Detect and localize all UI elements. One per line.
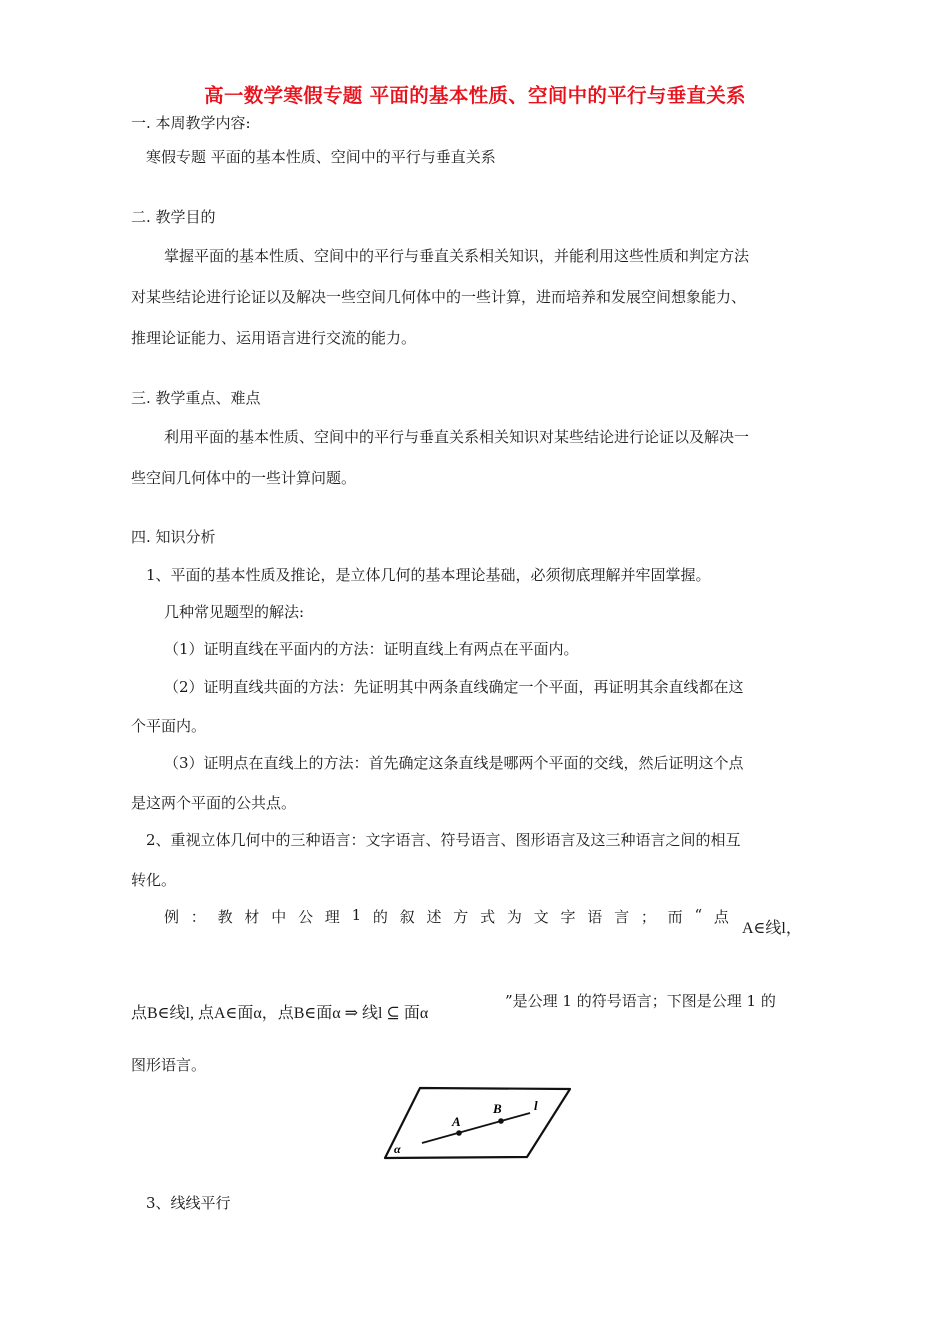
- example-word: ：: [190, 908, 206, 926]
- example-word: 而: [667, 908, 683, 926]
- section-3-heading: 三. 教学重点、难点: [131, 389, 261, 407]
- section-3-line-1: 利用平面的基本性质、空间中的平行与垂直关系相关知识对某些结论进行论证以及解决一: [164, 428, 750, 446]
- example-word: 言: [614, 908, 630, 926]
- example-word: 述: [426, 908, 442, 926]
- method-3-line-2: 是这两个平面的公共点。: [131, 794, 297, 812]
- example-end: 图形语言。: [131, 1056, 207, 1074]
- point-1-subheading: 几种常见题型的解法:: [164, 603, 305, 621]
- example-word: 为: [506, 908, 522, 926]
- section-2-line-2: 对某些结论进行论证以及解决一些空间几何体中的一些计算，进而培养和发展空间想象能力、: [131, 288, 747, 306]
- formula-1-text: A∈线l: [742, 920, 786, 937]
- point-2-line-2: 转化。: [131, 871, 177, 889]
- section-1-body: 寒假专题 平面的基本性质、空间中的平行与垂直关系: [146, 148, 496, 166]
- method-2-line-2: 个平面内。: [131, 717, 207, 735]
- example-word: 教: [217, 908, 233, 926]
- example-word: 公: [297, 908, 313, 926]
- axiom-1-figure: [380, 1085, 575, 1165]
- formula-1-tail: ，: [785, 920, 802, 937]
- method-2-line-1: （2）证明直线共面的方法：先证明其中两条直线确定一个平面，再证明其余直线都在这: [164, 678, 744, 696]
- plane-alpha-outline: [385, 1088, 570, 1158]
- example-word: 中: [271, 908, 287, 926]
- example-word: 理: [324, 908, 340, 926]
- section-2-line-1: 掌握平面的基本性质、空间中的平行与垂直关系相关知识，并能利用这些性质和判定方法: [164, 247, 750, 265]
- example-word: 叙: [399, 908, 415, 926]
- label-a: A: [452, 1114, 461, 1129]
- section-1-heading: 一. 本周教学内容:: [131, 114, 251, 132]
- section-2-line-3: 推理论证能力、运用语言进行交流的能力。: [131, 329, 417, 347]
- example-word: 式: [480, 908, 496, 926]
- example-word: 方: [453, 908, 469, 926]
- example-word: 点: [713, 908, 729, 926]
- label-b: B: [493, 1101, 502, 1116]
- section-2-heading: 二. 教学目的: [131, 208, 216, 226]
- point-a: [456, 1130, 462, 1136]
- example-formula-1: [742, 915, 802, 938]
- example-word: 例: [164, 908, 180, 926]
- page-title: 高一数学寒假专题 平面的基本性质、空间中的平行与垂直关系: [204, 84, 746, 107]
- example-tail: ”是公理 1 的符号语言；下图是公理 1 的: [505, 992, 776, 1010]
- point-1: 1、平面的基本性质及推论，是立体几何的基本理论基础，必须彻底理解并牢固掌握。: [146, 566, 711, 584]
- point-3: 3、线线平行: [146, 1194, 231, 1212]
- example-word: 的: [372, 908, 388, 926]
- method-1: （1）证明直线在平面内的方法：证明直线上有两点在平面内。: [164, 640, 579, 658]
- example-word: 1: [351, 906, 362, 924]
- example-word: ；: [640, 908, 656, 926]
- example-word: 字: [560, 908, 576, 926]
- example-line: [164, 906, 729, 927]
- method-3-line-1: （3）证明点在直线上的方法：首先确定这条直线是哪两个平面的交线，然后证明这个点: [164, 754, 744, 772]
- label-alpha: α: [394, 1142, 401, 1156]
- point-b: [498, 1118, 504, 1124]
- example-formula-2: 点B∈线l, 点A∈面α，点B∈面α ⇒ 线l ⊆ 面α: [131, 1005, 429, 1022]
- label-l: l: [534, 1098, 538, 1113]
- example-word: 文: [533, 908, 549, 926]
- line-l: [422, 1113, 530, 1143]
- section-3-line-2: 些空间几何体中的一些计算问题。: [131, 469, 357, 487]
- example-word: “: [694, 906, 703, 924]
- point-2-line-1: 2、重视立体几何中的三种语言：文字语言、符号语言、图形语言及这三种语言之间的相互: [146, 831, 741, 849]
- example-word: 材: [244, 908, 260, 926]
- example-word: 语: [587, 908, 603, 926]
- section-4-heading: 四. 知识分析: [131, 528, 216, 546]
